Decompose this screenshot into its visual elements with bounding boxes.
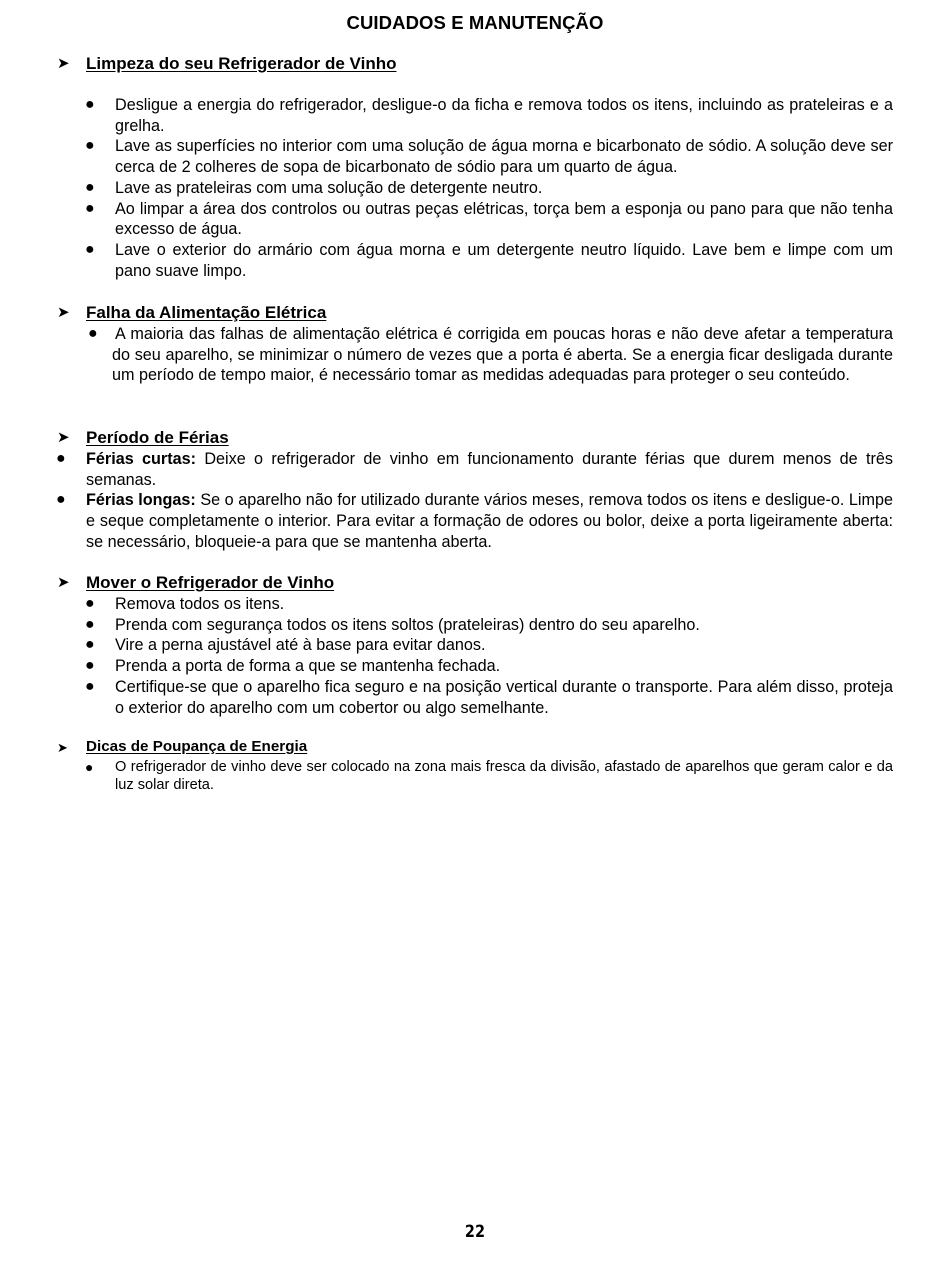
bullet-icon: ● — [85, 240, 95, 258]
list-item — [56, 449, 893, 490]
section-energy-tips — [0, 737, 950, 795]
section-title: Falha da Alimentação Elétrica — [86, 303, 327, 322]
section-moving — [0, 572, 950, 718]
list-item-text: Desligue a energia do refrigerador, desligue-o da ficha e remova todos os itens, incluindo as prateleiras e a grelha. — [115, 96, 893, 135]
list-item — [85, 615, 893, 636]
page-number: 22 — [464, 1222, 486, 1242]
list-item — [85, 199, 893, 240]
bullet-list — [0, 95, 950, 281]
list-item — [85, 240, 893, 281]
bullet-list — [0, 324, 950, 386]
list-item-text: Lave as prateleiras com uma solução de detergente neutro. — [115, 178, 543, 197]
bullet-icon: ● — [88, 325, 98, 342]
page-title: CUIDADOS E MANUTENÇÃO — [346, 12, 604, 33]
section-title: Mover o Refrigerador de Vinho — [86, 573, 335, 592]
arrowhead-icon: ➤ — [57, 55, 70, 72]
list-item — [85, 594, 893, 615]
list-item-text: Deixe o refrigerador de vinho em funcionamento durante férias que durem menos de três semanas. — [86, 450, 893, 489]
bullet-icon: ● — [56, 491, 66, 509]
section-title: Período de Férias — [86, 428, 229, 447]
bullet-icon: ● — [85, 178, 95, 196]
list-item-text: Lave as superfícies no interior com uma solução de água morna e bicarbonato de sódio. A solução deve ser cerca de 2 colheres de sopa de bicarbonato de sódio para um quarto de água. — [115, 137, 893, 177]
list-item-text: Lave o exterior do armário com água morna e um detergente neutro líquido. Lave bem e limpe com um pano suave limpo. — [115, 240, 893, 280]
list-item-text: Ao limpar a área dos controlos ou outras peças elétricas, torça bem a esponja ou pano para que não tenha excesso de água. — [115, 199, 893, 239]
list-item — [85, 136, 893, 177]
section-header — [0, 53, 950, 75]
list-item-text: Remova todos os itens. — [115, 595, 285, 613]
bullet-icon: ● — [85, 615, 95, 633]
section-header — [0, 572, 950, 594]
bullet-icon: ● — [85, 759, 94, 775]
bullet-icon: ● — [56, 450, 66, 467]
list-item-text: O refrigerador de vinho deve ser colocado na zona mais fresca da divisão, afastado de aparelhos que geram calor e da luz solar direta. — [115, 759, 893, 794]
list-item — [56, 490, 893, 552]
list-item — [85, 677, 893, 718]
bullet-icon: ● — [85, 199, 95, 217]
section-power-failure — [0, 302, 950, 386]
section-title: Dicas de Poupança de Energia — [86, 738, 308, 755]
section-title: Limpeza do seu Refrigerador de Vinho — [86, 54, 397, 73]
list-item-label: Férias longas: — [86, 491, 196, 510]
list-item — [85, 635, 893, 656]
section-vacation — [0, 427, 950, 553]
bullet-list — [0, 758, 950, 795]
bullet-icon: ● — [85, 96, 95, 113]
list-item-text: Certifique-se que o aparelho fica seguro e na posição vertical durante o transporte. Para além disso, proteja o exterior do aparelho com um cobertor ou algo semelhante. — [115, 677, 893, 717]
section-cleaning — [0, 53, 950, 281]
list-item — [85, 758, 893, 795]
arrowhead-icon: ➤ — [57, 574, 70, 591]
list-item — [85, 656, 893, 677]
list-item-text: Vire a perna ajustável até à base para evitar danos. — [115, 636, 486, 655]
bullet-list — [0, 449, 950, 553]
bullet-icon: ● — [85, 137, 95, 155]
arrowhead-icon: ➤ — [57, 304, 70, 321]
arrowhead-icon: ➤ — [57, 429, 70, 446]
arrowhead-icon: ➤ — [57, 740, 68, 755]
bullet-icon: ● — [85, 657, 95, 675]
list-item — [85, 178, 893, 199]
list-item — [85, 95, 893, 136]
list-item — [88, 324, 893, 386]
section-header — [0, 737, 950, 757]
list-item-label: Férias curtas: — [86, 450, 196, 468]
section-header — [0, 302, 950, 324]
section-header — [0, 427, 950, 449]
list-item-text: Prenda a porta de forma a que se mantenha fechada. — [115, 657, 501, 676]
list-item-text: Se o aparelho não for utilizado durante vários meses, remova todos os itens e desligue-o. Limpe e seque completamente o interior. Para evitar a formação de odores ou bolor, deixe a porta ligeiramente aberta: se necessário, bloqueie-a para que se mantenha aberta. — [86, 491, 893, 551]
list-item-text: A maioria das falhas de alimentação elétrica é corrigida em poucas horas e não deve afetar a temperatura do seu aparelho, se minimizar o número de vezes que a porta é aberta. Se a energia ficar desligada durante um período de tempo maior, é necessário tomar as medidas adequadas para proteger o seu conteúdo. — [112, 325, 893, 385]
list-item-text: Prenda com segurança todos os itens soltos (prateleiras) dentro do seu aparelho. — [115, 615, 700, 634]
bullet-list — [0, 594, 950, 718]
bullet-icon: ● — [85, 677, 95, 695]
bullet-icon: ● — [85, 636, 95, 654]
bullet-icon: ● — [85, 595, 95, 612]
